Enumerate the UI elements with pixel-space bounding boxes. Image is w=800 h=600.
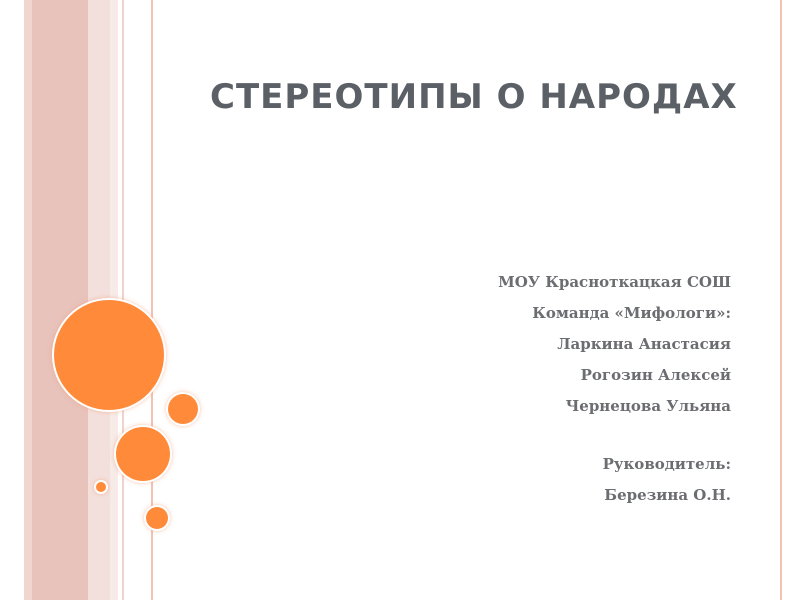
member-name: Чернецова Ульяна <box>565 397 731 415</box>
supervisor-label: Руководитель: <box>602 455 731 473</box>
decor-circle-small <box>146 507 168 529</box>
member-name: Рогозин Алексей <box>580 366 731 384</box>
decor-circle-tiny <box>96 482 106 492</box>
member-name: Ларкина Анастасия <box>557 335 731 353</box>
slide-subtitle <box>351 267 731 511</box>
decor-stripe <box>32 0 88 600</box>
decor-circle-large <box>54 300 164 410</box>
decor-line <box>122 0 124 600</box>
school-name: МОУ Красноткацкая СОШ <box>498 273 731 291</box>
decor-stripe <box>24 0 32 600</box>
decor-circle-medium <box>116 427 170 481</box>
team-name: Команда «Мифологи»: <box>532 304 731 322</box>
slide-title: СТЕРЕОТИПЫ О НАРОДАХ <box>210 77 738 117</box>
decor-line-right <box>780 0 782 600</box>
supervisor-name: Березина О.Н. <box>604 486 731 504</box>
decor-circle-small <box>168 394 198 424</box>
